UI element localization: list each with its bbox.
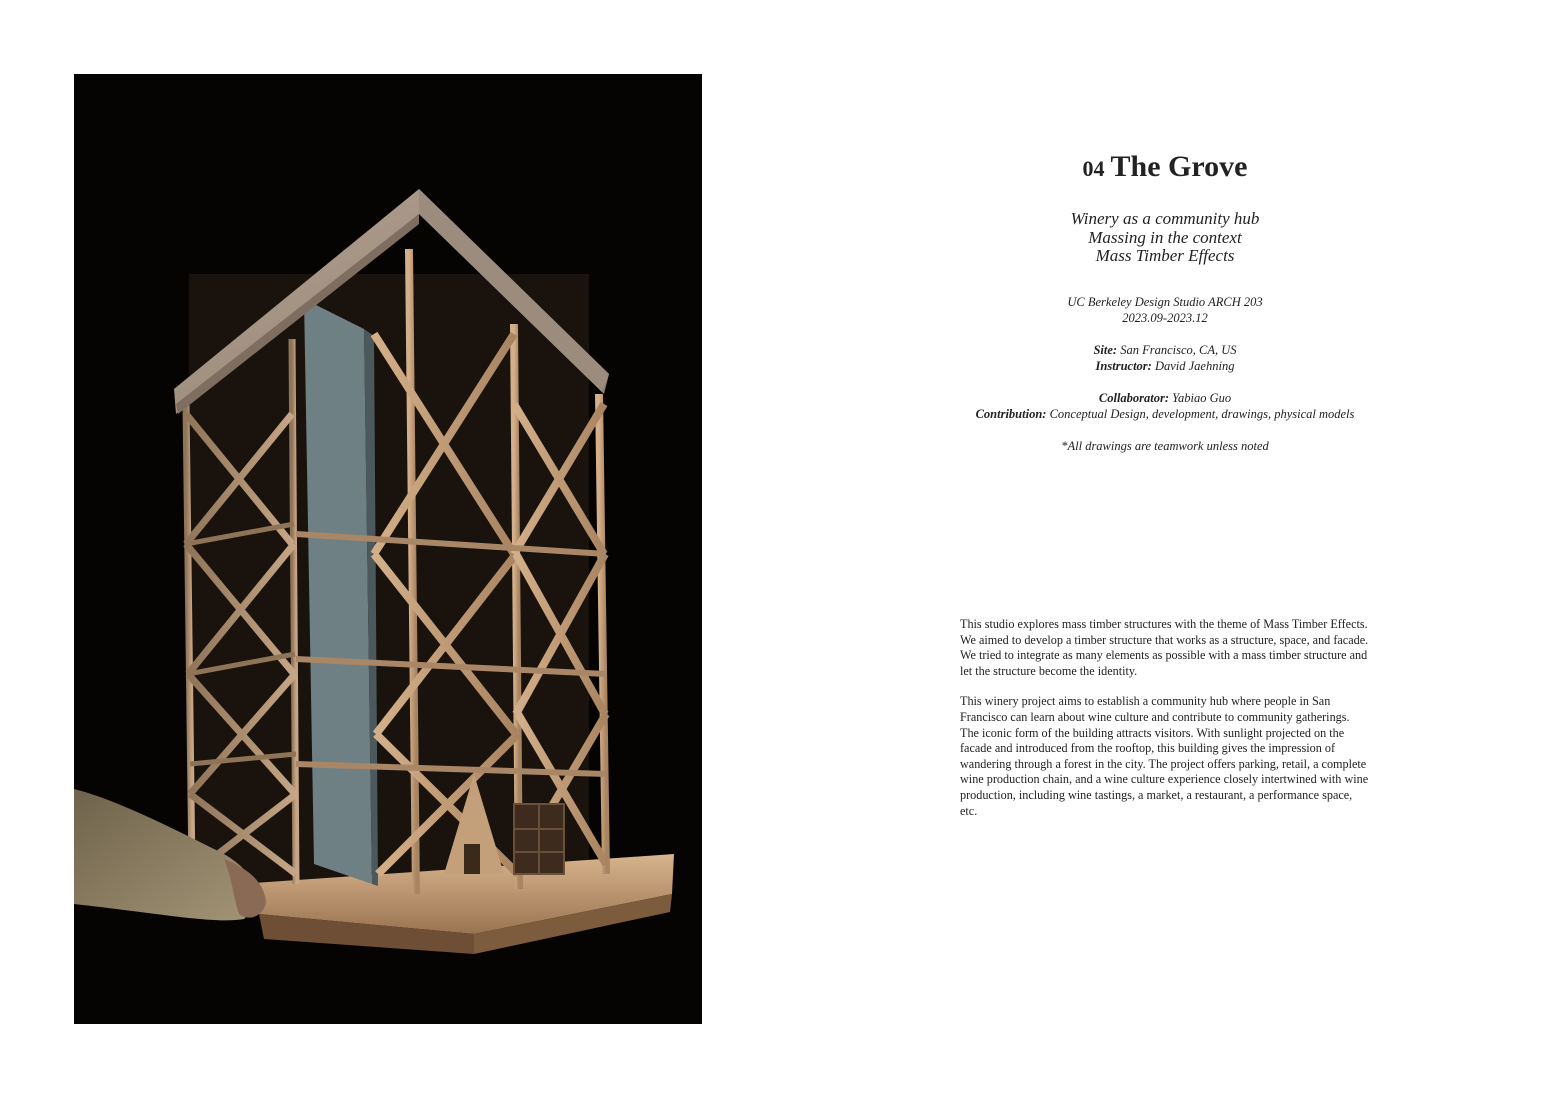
course-name: UC Berkeley Design Studio ARCH 203 [1067, 294, 1263, 309]
subtitle-list [930, 210, 1400, 266]
site-instructor [930, 342, 1400, 374]
course-dates: 2023.09-2023.12 [1122, 310, 1208, 325]
description-paragraph: This winery project aims to establish a community hub where people in San Francisco can learn about wine culture and contribute to community gatherings. The iconic form of the building attracts visitors. With sunlight projected on the facade and introduced from the rooftop, this building gives the impression of wandering through a forest in the city. The project offers parking, retail, a complete wine production chain, and a wine culture experience closely intertwined with wine production, including wine tastings, a market, a restaurant, a performance space, etc. [960, 694, 1369, 818]
site-label: Site: [1093, 342, 1118, 357]
instructor-value: David Jaehning [1154, 358, 1235, 373]
teamwork-note: *All drawings are teamwork unless noted [1061, 438, 1269, 453]
project-title: The Grove [1110, 150, 1248, 183]
contribution-value: Conceptual Design, development, drawings, physical models [1049, 406, 1355, 421]
instructor-label: Instructor: [1095, 358, 1152, 373]
contribution-label: Contribution: [975, 406, 1047, 421]
project-description [960, 617, 1370, 834]
collaborator-label: Collaborator: [1098, 390, 1170, 405]
course-info [930, 294, 1400, 326]
subtitle: Winery as a community hub [1070, 209, 1260, 228]
timber-model-illustration [74, 74, 702, 1024]
model-photo [74, 74, 702, 1024]
page-title [930, 150, 1400, 184]
site-value: San Francisco, CA, US [1120, 342, 1237, 357]
subtitle: Massing in the context [1088, 227, 1242, 247]
description-paragraph: This studio explores mass timber structures with the theme of Mass Timber Effects. We aimed to develop a timber structure that works as a structure, space, and facade. We tried to integrate as many elements as possible with a mass timber structure and let the structure become the identity. [960, 617, 1369, 678]
credits [930, 390, 1400, 422]
subtitle: Mass Timber Effects [1095, 246, 1235, 265]
collaborator-value: Yabiao Guo [1172, 390, 1232, 405]
project-info [930, 150, 1400, 454]
project-number: 04 [1082, 156, 1105, 181]
